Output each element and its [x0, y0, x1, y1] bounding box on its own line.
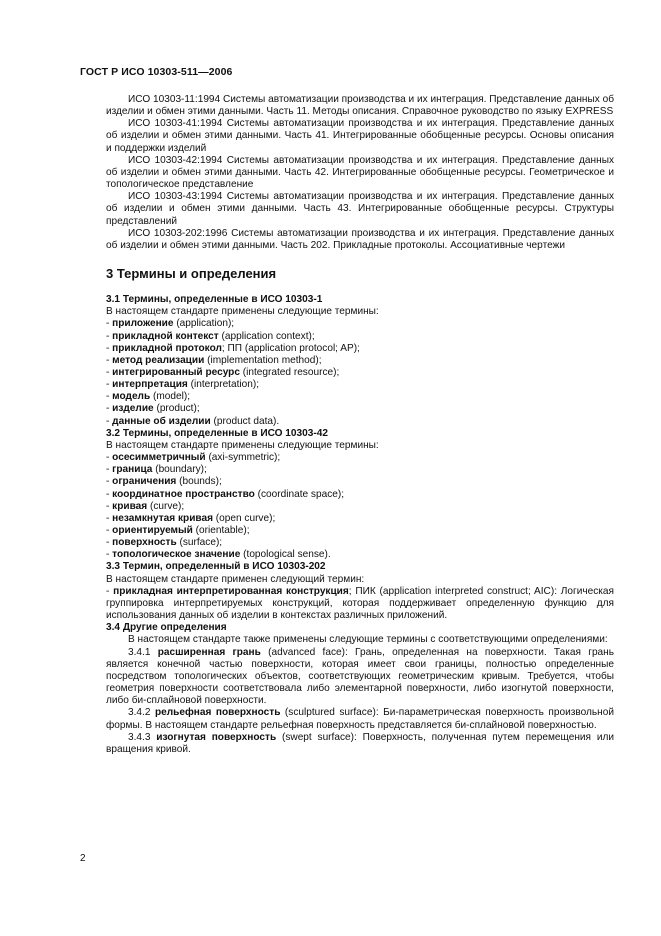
term-name: изогнутая поверхность	[156, 731, 277, 743]
subsection-intro: В настоящем стандарте применены следующие термины:	[106, 306, 379, 318]
page-number: 2	[80, 853, 86, 864]
definition-number: 3.4.1	[128, 646, 151, 658]
term-name: прикладной протокол	[112, 342, 222, 354]
subsection-heading: 3.4 Другие определения	[106, 622, 227, 634]
term-name: изделие	[112, 403, 154, 415]
term-rest: (application);	[173, 318, 235, 330]
term-rest: ; ПП (application protocol; AP);	[221, 342, 360, 354]
term-rest: (model);	[150, 391, 191, 403]
term-item: - модель (model);	[106, 391, 191, 403]
definition-number: 3.4.2	[128, 707, 151, 719]
term-item: - граница (boundary);	[106, 464, 207, 476]
term-name: ограничения	[112, 476, 177, 488]
reference-item: ИСО 10303-41:1994 Системы автоматизации производства и их интеграция. Представление данных об изделии и обмен этими данными. Часть 41. Интегрированные обобщенные ресурсы. Основы описания и поддержки изделий	[106, 118, 614, 154]
term-item: - ограничения (bounds);	[106, 476, 222, 488]
term-list	[106, 452, 614, 561]
term-name: ориентируемый	[112, 525, 193, 536]
term-rest: (bounds);	[176, 476, 222, 488]
term-rest: (product data).	[210, 415, 280, 427]
term-name: топологическое значение	[112, 549, 241, 561]
definition-text: (sculptured surface): Би-параметрическая поверхность произвольной формы. В настоящем стандарте рельефная поверхность представляется би-сплайновой поверхностью.	[106, 707, 614, 731]
term-name: кривая	[112, 500, 148, 512]
subsection-intro: В настоящем стандарте применен следующий термин:	[106, 573, 365, 585]
term-item: - приложение (application);	[106, 318, 235, 330]
term-name: интерпретация	[112, 379, 188, 391]
term-name: модель	[112, 391, 151, 403]
definition-item	[106, 732, 614, 756]
term-rest: (axi-symmetric);	[205, 452, 281, 464]
term-item: - интерпретация (interpretation);	[106, 379, 260, 391]
term-rest: (curve);	[147, 500, 185, 512]
definition-number: 3.4.3	[128, 731, 151, 743]
normative-references	[106, 94, 614, 252]
term-rest: (coordinate space);	[254, 488, 345, 500]
term-item: - координатное пространство (coordinate space);	[106, 488, 345, 500]
term-rest: (implementation method);	[204, 354, 322, 366]
term-name: граница	[112, 464, 153, 476]
term-rest: (integrated resource);	[239, 366, 340, 378]
term-name: интегрированный ресурс	[112, 366, 240, 378]
term-item: - ориентируемый (orientable);	[106, 525, 250, 536]
term-rest: (orientable);	[192, 525, 250, 536]
reference-item: ИСО 10303-43:1994 Системы автоматизации производства и их интеграция. Представление данных об изделии и обмен этими данными. Часть 43. Интегрированные обобщенные ресурсы. Структуры представлений	[106, 191, 614, 227]
reference-item: ИСО 10303-42:1994 Системы автоматизации производства и их интеграция. Представление данных об изделии и обмен этими данными. Часть 42. Интегрированные обобщенные ресурсы. Геометрическое и топологическое представление	[106, 154, 614, 191]
term-name: осесимметричный	[112, 452, 206, 464]
term-rest: ; ПИК (application interpreted construct; AIC): Логическая группировка интерпретируемых конструкций, которая поддерживает определенную функцию для использования данных об изделии в контекстах различных приложений.	[106, 585, 614, 622]
subsection-heading: 3.1 Термины, определенные в ИСО 10303-1	[106, 294, 323, 306]
document-header: ГОСТ Р ИСО 10303-511—2006	[80, 66, 233, 78]
term-name: метод реализации	[112, 354, 205, 366]
term-name: рельефная поверхность	[154, 707, 281, 719]
page-content	[106, 94, 614, 756]
term-item: - поверхность (surface);	[106, 537, 223, 549]
term-name: расширенная грань	[157, 646, 261, 658]
term-rest: (product);	[153, 403, 200, 415]
definition-text: (swept surface): Поверхность, полученная путем перемещения или вращения кривой.	[106, 731, 614, 755]
reference-item: ИСО 10303-202:1996 Системы автоматизации производства и их интеграция. Представление данных об изделии и обмен этими данными. Часть 202. Прикладные протоколы. Ассоциативные чертежи	[106, 227, 614, 251]
term-item: - изделие (product);	[106, 403, 200, 415]
term-rest: (surface);	[176, 537, 223, 549]
term-list	[106, 318, 614, 427]
term-item: - данные об изделии (product data).	[106, 415, 280, 427]
term-rest: (boundary);	[152, 464, 207, 476]
term-name: прикладной контекст	[112, 330, 219, 342]
term-name: незамкнутая кривая	[112, 512, 213, 524]
term-item: - метод реализации (implementation method);	[106, 354, 322, 366]
term-name: прикладная интерпретированная конструкция	[113, 585, 349, 597]
definition-item	[106, 707, 614, 731]
term-rest: (open curve);	[212, 512, 276, 524]
term-item: - топологическое значение (topological sense).	[106, 549, 331, 561]
definition-text: (advanced face): Грань, определенная на поверхности. Такая грань является конечной частью поверхности, которая имеет свои границы, полностью определенные посредством топологических объектов, соответствующих геометрическим кривым. Требуется, чтобы геометрия поверхности соответствовала либо элементарной поверхности, либо изогнутой поверхности, либо би-сплайновой поверхности.	[106, 646, 615, 707]
term-name: координатное пространство	[112, 488, 255, 500]
term-item: - осесимметричный (axi-symmetric);	[106, 452, 281, 464]
term-item: - незамкнутая кривая (open curve);	[106, 512, 276, 524]
term-item: - кривая (curve);	[106, 500, 185, 512]
term-item: - интегрированный ресурс (integrated resource);	[106, 366, 340, 378]
term-item: - прикладной протокол; ПП (application protocol; AP);	[106, 342, 360, 354]
term-item: - прикладной контекст (application context);	[106, 330, 315, 342]
subsection-heading: 3.2 Термины, определенные в ИСО 10303-42	[106, 427, 328, 439]
term-name: поверхность	[112, 537, 177, 549]
term-item: - прикладная интерпретированная конструкция; ПИК (application interpreted construct; AIC): Логическая группировка интерпретируемых конструкций, которая поддерживает определенную функцию для использования данных об изделии в контекстах различных приложений.	[106, 585, 614, 622]
term-rest: (interpretation);	[187, 379, 260, 391]
subsection-intro: В настоящем стандарте применены следующие термины:	[106, 439, 379, 451]
subsection-heading: 3.3 Термин, определенный в ИСО 10303-202	[106, 561, 326, 573]
term-rest: (application context);	[218, 330, 315, 342]
term-rest: (topological sense).	[240, 549, 331, 561]
section-title: 3 Термины и определения	[106, 266, 277, 282]
reference-item: ИСО 10303-11:1994 Системы автоматизации производства и их интеграция. Представление данных об изделии и обмен этими данными. Часть 11. Методы описания. Справочное руководство по языку EXPRESS	[106, 94, 614, 118]
term-name: приложение	[112, 318, 174, 330]
subsection-intro: В настоящем стандарте также применены следующие термины с соответствующими определениями:	[128, 634, 608, 646]
definition-item	[106, 647, 614, 708]
term-name: данные об изделии	[112, 415, 211, 427]
